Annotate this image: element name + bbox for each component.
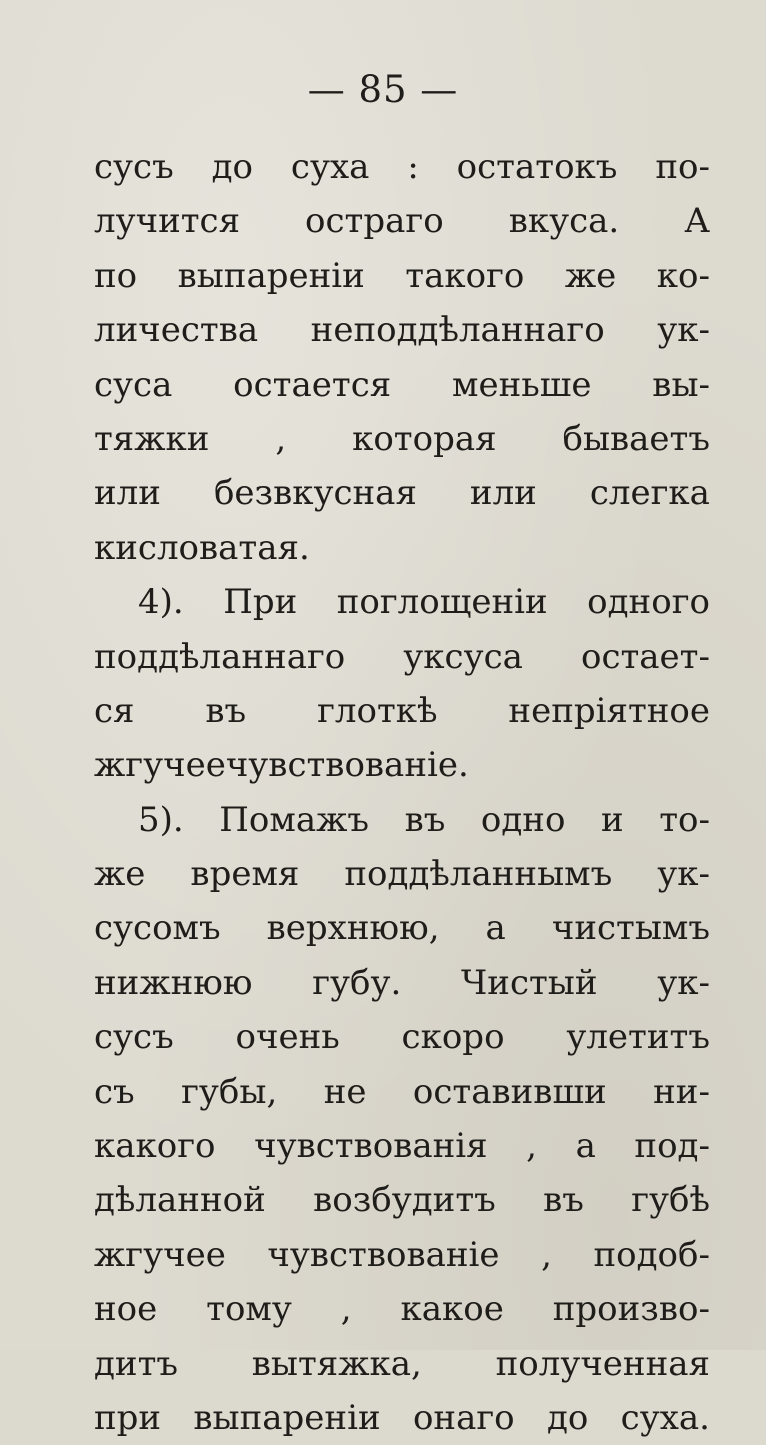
text-line xyxy=(94,1173,710,1227)
word: чувствованіе xyxy=(267,1234,500,1275)
word: ук- xyxy=(657,854,710,895)
word: вкуса. xyxy=(508,201,620,242)
word: суса xyxy=(94,364,173,405)
word: такого xyxy=(405,255,525,296)
text-line xyxy=(94,1010,710,1064)
text-line xyxy=(94,684,710,738)
text-line xyxy=(94,738,710,792)
word: суха. xyxy=(620,1397,710,1438)
text-line xyxy=(94,1119,710,1173)
word: При xyxy=(223,582,298,623)
word: въ xyxy=(205,690,247,731)
word: поддѣланнымъ xyxy=(344,854,613,895)
text-line xyxy=(94,1282,710,1336)
text-line xyxy=(94,1228,710,1282)
text-line xyxy=(94,956,710,1010)
word: 5). xyxy=(138,799,184,840)
word: какого xyxy=(94,1126,216,1167)
text-line xyxy=(94,793,710,847)
word: бываетъ xyxy=(562,418,710,459)
word: 4). xyxy=(138,582,184,623)
word: до xyxy=(546,1397,589,1438)
word: остатокъ xyxy=(456,147,618,187)
word: ное xyxy=(94,1289,158,1330)
word: безвкусная xyxy=(213,473,417,514)
word: сусъ xyxy=(94,1017,174,1058)
word: какое xyxy=(400,1289,504,1330)
word: остраго xyxy=(305,201,444,242)
word: ни- xyxy=(653,1071,710,1112)
word: въ xyxy=(543,1180,584,1221)
text-line xyxy=(94,194,710,248)
word: , xyxy=(340,1289,352,1330)
text-line xyxy=(94,358,710,412)
word: поглощеніи xyxy=(336,582,548,623)
word: время xyxy=(190,854,300,895)
word: поддѣланнаго xyxy=(94,636,346,677)
word: по- xyxy=(655,147,710,187)
word: глоткѣ xyxy=(317,690,438,731)
word: а xyxy=(485,908,506,949)
word: уксуса xyxy=(403,636,523,677)
word: скоро xyxy=(401,1017,505,1058)
text-line xyxy=(94,847,710,901)
text-line xyxy=(94,249,710,303)
word: чувствованія xyxy=(254,1126,488,1167)
word: ук- xyxy=(657,310,710,351)
word: суха xyxy=(290,147,370,187)
word: сусомъ xyxy=(94,908,221,949)
word: съ xyxy=(94,1071,135,1112)
word: ся xyxy=(94,690,135,731)
text-line xyxy=(94,140,710,194)
word: , xyxy=(541,1234,552,1275)
word: лучится xyxy=(94,201,241,242)
word: по xyxy=(94,255,138,296)
text-line xyxy=(94,630,710,684)
word: Чистый xyxy=(461,962,598,1003)
word: губѣ xyxy=(631,1180,710,1221)
word: одного xyxy=(587,582,710,623)
word: возбудитъ xyxy=(313,1180,496,1221)
word: губы, xyxy=(181,1071,278,1112)
word: а xyxy=(575,1126,596,1167)
word: или xyxy=(94,473,161,514)
word: чувствованіе. xyxy=(225,745,469,786)
word: остает- xyxy=(580,636,710,677)
text-line xyxy=(94,901,710,955)
word: подоб- xyxy=(593,1234,710,1275)
word: улетитъ xyxy=(566,1017,710,1058)
word: произво- xyxy=(552,1289,710,1330)
word: жгучее xyxy=(94,1234,226,1275)
word: А xyxy=(684,201,710,242)
word: , xyxy=(275,418,287,459)
word: вытяжка, xyxy=(251,1343,422,1384)
word: губу. xyxy=(312,962,402,1003)
word: чистымъ xyxy=(551,908,710,949)
word: тому xyxy=(206,1289,292,1330)
word: ук- xyxy=(657,962,710,1003)
word: верхнюю, xyxy=(266,908,440,949)
word: неподдѣланнаго xyxy=(310,310,605,351)
text-line xyxy=(94,466,710,520)
word: въ xyxy=(404,799,446,840)
word: ко- xyxy=(656,255,710,296)
word: жгучее xyxy=(94,745,226,786)
body-text xyxy=(94,140,710,1445)
word: же xyxy=(94,854,146,895)
word: оставивши xyxy=(412,1071,607,1112)
word: : xyxy=(407,147,419,187)
word: , xyxy=(526,1126,537,1167)
word: Помажъ xyxy=(219,799,370,840)
word: которая xyxy=(352,418,497,459)
word: непріятное xyxy=(508,690,710,731)
text-line xyxy=(94,575,710,629)
word: под- xyxy=(634,1126,710,1167)
word: меньше xyxy=(452,364,592,405)
word: выпареніи xyxy=(177,255,365,296)
word: дитъ xyxy=(94,1343,179,1384)
word: кисловатая. xyxy=(94,527,310,568)
word: дѣланной xyxy=(94,1180,266,1221)
word: сусъ xyxy=(94,147,174,187)
text-line xyxy=(94,1391,710,1445)
text-line xyxy=(94,1337,710,1391)
word: при xyxy=(94,1397,162,1438)
word: слегка xyxy=(589,473,710,514)
word: или xyxy=(469,473,537,514)
word: личества xyxy=(94,310,259,351)
word: не xyxy=(323,1071,367,1112)
word: и xyxy=(600,799,624,840)
text-line xyxy=(94,521,710,575)
word: же xyxy=(564,255,617,296)
text-line xyxy=(94,1065,710,1119)
word: остается xyxy=(233,364,392,405)
text-line xyxy=(94,412,710,466)
word: онаго xyxy=(412,1397,515,1438)
word: полученная xyxy=(495,1343,710,1384)
word: то- xyxy=(659,799,710,840)
word: нижнюю xyxy=(94,962,253,1003)
word: до xyxy=(211,147,254,187)
page-number: — 85 — xyxy=(307,68,459,111)
word: очень xyxy=(235,1017,340,1058)
word: одно xyxy=(480,799,566,840)
word: тяжки xyxy=(94,418,210,459)
text-line xyxy=(94,303,710,357)
word: вы- xyxy=(652,364,710,405)
word: выпареніи xyxy=(193,1397,381,1438)
